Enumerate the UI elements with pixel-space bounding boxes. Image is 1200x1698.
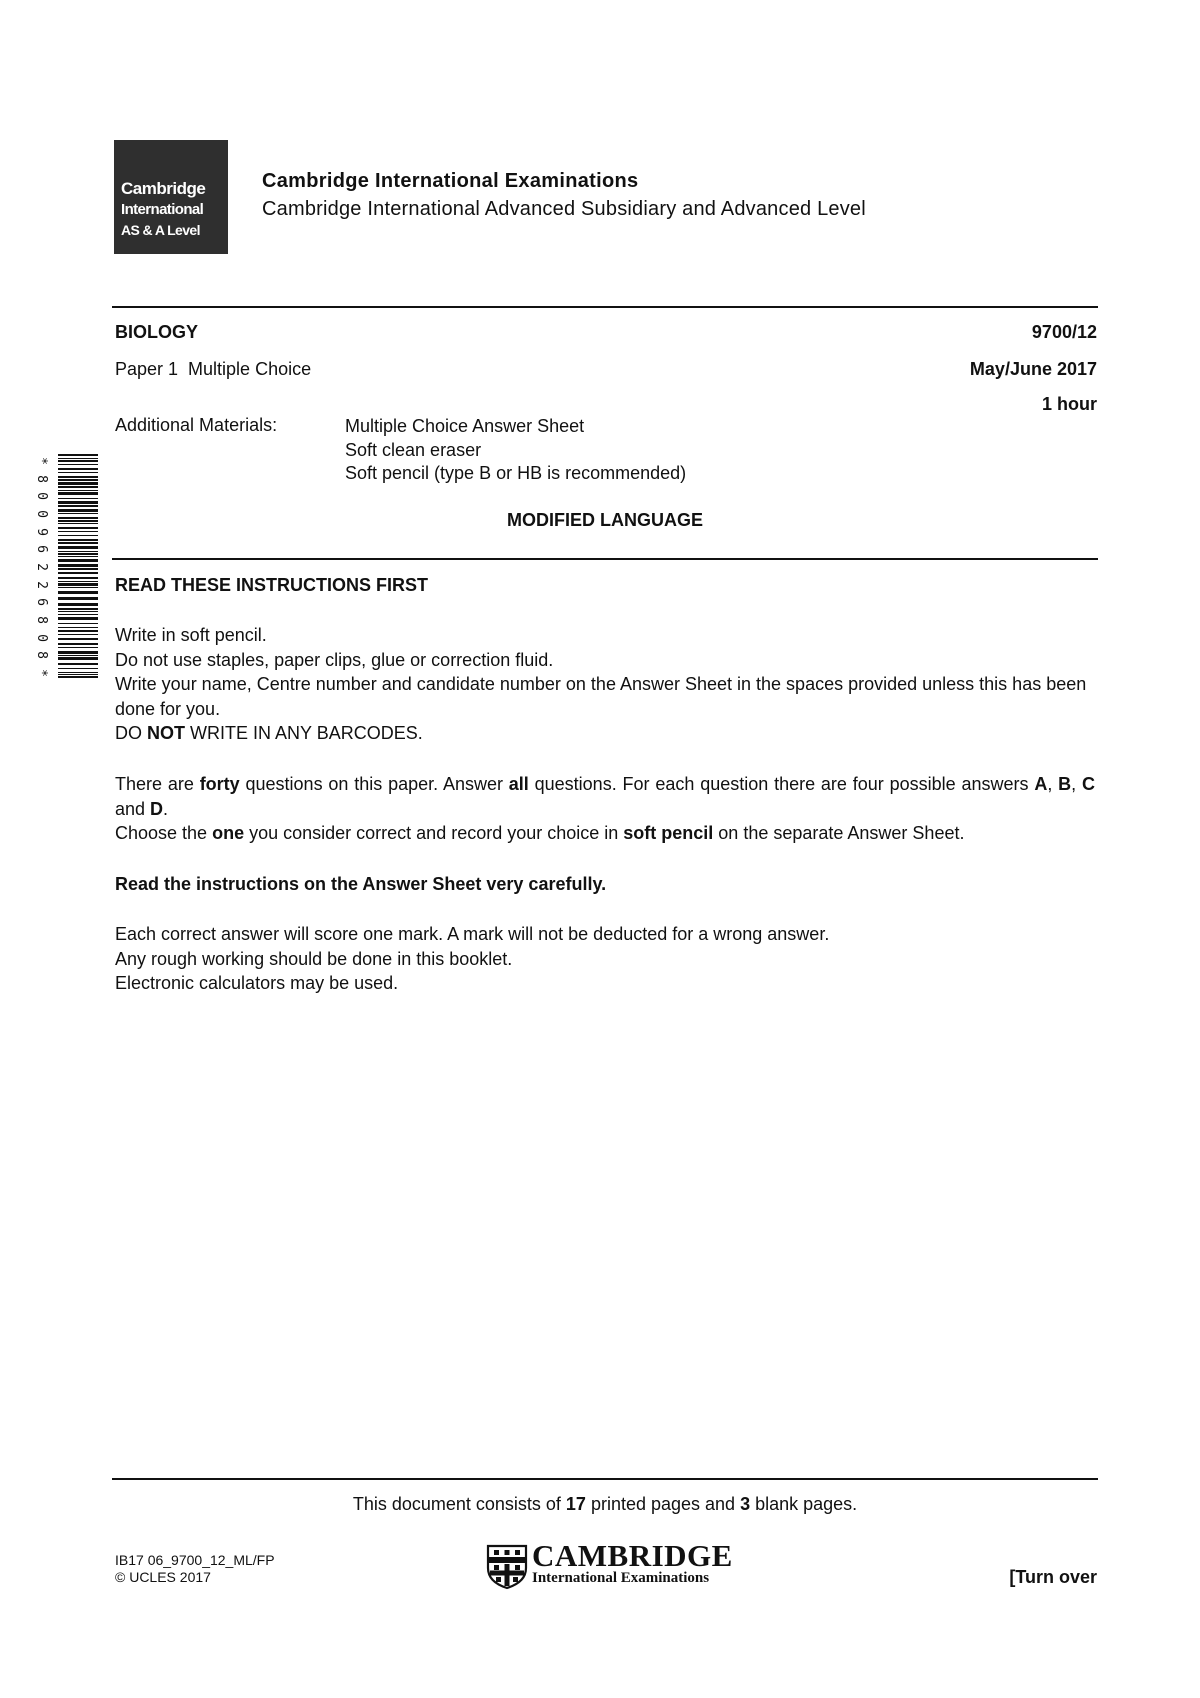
instructions-rule [112, 558, 1098, 560]
cambridge-logo [114, 140, 228, 254]
barcode-bar [58, 647, 98, 648]
top-rule [112, 306, 1098, 308]
instruction-line: There are forty questions on this paper. Answer all questions. For each question there are four possible answers A, B, C and D. [115, 774, 1095, 819]
barcode [58, 454, 98, 680]
barcode-bar [58, 479, 98, 481]
barcode-bar [58, 623, 98, 624]
barcode-bar [58, 611, 98, 612]
barcode-bar [58, 476, 98, 478]
barcode-bar [58, 527, 98, 529]
barcode-bar [58, 559, 98, 562]
modified-language: MODIFIED LANGUAGE [507, 510, 703, 530]
turn-over: [Turn over [1009, 1567, 1097, 1587]
answer-sheet-note: Read the instructions on the Answer Sheet very carefully. [115, 874, 607, 894]
instruction-line: DO NOT WRITE IN ANY BARCODES. [115, 723, 423, 743]
barcode-bar [58, 587, 98, 588]
copyright: © UCLES 2017 [115, 1569, 211, 1585]
exam-session: May/June 2017 [969, 359, 1097, 379]
barcode-bar [58, 655, 98, 656]
barcode-bar [58, 572, 98, 574]
material-item: Soft clean eraser [345, 439, 482, 460]
instruction-line: Do not use staples, paper clips, glue or correction fluid. [115, 649, 554, 670]
barcode-bar [58, 546, 98, 549]
barcode-bar [58, 482, 98, 485]
barcode-bar [58, 520, 98, 522]
barcode-bar [58, 651, 98, 654]
barcode-bar [58, 591, 98, 594]
barcode-bar [58, 657, 98, 660]
exam-duration: 1 hour [1041, 394, 1097, 414]
barcode-bar [58, 460, 98, 462]
barcode-bar [58, 614, 98, 615]
barcode-bar [58, 627, 98, 628]
materials-list [345, 415, 686, 486]
barcode-bar [58, 597, 98, 600]
barcode-bar [58, 577, 98, 579]
barcode-bar [58, 505, 98, 507]
reference-code: IB17 06_9700_12_ML/FP [115, 1552, 275, 1568]
barcode-bar [58, 668, 98, 669]
footer-rule [112, 1478, 1098, 1480]
logo-line-3: AS & A Level [121, 222, 200, 238]
qualification-name: Cambridge International Advanced Subsidiary and Advanced Level [262, 198, 866, 220]
barcode-bar [58, 464, 98, 465]
barcode-bar [58, 564, 98, 567]
cambridge-wordmark-sub: International Examinations [532, 1570, 710, 1586]
paper-code: 9700/12 [1031, 322, 1097, 342]
document-reference [115, 1552, 275, 1586]
barcode-number: * 8 0 0 9 6 2 2 6 8 0 8 * [33, 457, 49, 677]
subject: BIOLOGY [115, 322, 199, 342]
barcode-bar [58, 539, 98, 541]
barcode-bar [58, 643, 98, 645]
instruction-line: Electronic calculators may be used. [115, 973, 399, 993]
instruction-line: Any rough working should be done in this booklet. [115, 948, 513, 969]
barcode-bar [58, 553, 98, 555]
barcode-bar [58, 603, 98, 606]
barcode-bar [58, 634, 98, 635]
barcode-bar [58, 551, 98, 552]
barcode-bar [58, 501, 98, 504]
barcode-bar [58, 542, 98, 544]
barcode-bar [58, 568, 98, 570]
instruction-line: Write in soft pencil. [115, 625, 267, 645]
cambridge-wordmark: CAMBRIDGE [532, 1538, 733, 1573]
crest-icon [486, 1544, 528, 1590]
instruction-line: Write your name, Centre number and candidate number on the Answer Sheet in the spaces provided unless this has been done for you. [115, 674, 1087, 719]
page-count: This document consists of 17 printed pages and 3 blank pages. [352, 1494, 858, 1514]
barcode-bar [58, 581, 98, 582]
logo-line-1: Cambridge [121, 179, 206, 198]
barcode-bar [58, 486, 98, 488]
barcode-bar [58, 498, 98, 499]
paper-title: Paper 1 Multiple Choice [115, 359, 312, 379]
barcode-bar [58, 535, 98, 536]
barcode-bar [58, 490, 98, 491]
barcode-bar [58, 638, 98, 640]
barcode-bar [58, 523, 98, 524]
instructions-block-3 [115, 922, 1095, 996]
barcode-bar [58, 468, 98, 470]
barcode-bar [58, 608, 98, 610]
instructions-block-2 [115, 772, 1095, 846]
material-item: Multiple Choice Answer Sheet [345, 416, 585, 436]
barcode-bar [58, 509, 98, 512]
logo-line-2: International [121, 201, 204, 218]
barcode-bar [58, 458, 98, 459]
barcode-bar [58, 674, 98, 675]
instructions-block-1 [115, 623, 1095, 746]
barcode-bar [58, 617, 98, 620]
barcode-bar [58, 672, 98, 673]
barcode-bar [58, 663, 98, 665]
barcode-bar [58, 492, 98, 495]
instruction-line: Each correct answer will score one mark. A mark will not be deducted for a wrong answer. [115, 924, 830, 944]
barcode-bar [58, 630, 98, 632]
instructions-heading: READ THESE INSTRUCTIONS FIRST [115, 575, 429, 595]
material-item: Soft pencil (type B or HB is recommended) [345, 463, 687, 483]
materials-label: Additional Materials: [115, 415, 278, 435]
barcode-bar [58, 472, 98, 473]
barcode-bar [58, 454, 98, 456]
barcode-bar [58, 556, 98, 557]
barcode-bar [58, 676, 98, 678]
barcode-bar [58, 517, 98, 519]
barcode-bar [58, 531, 98, 532]
barcode-bar [58, 513, 98, 514]
barcode-bar [58, 583, 98, 586]
instruction-line: Choose the one you consider correct and record your choice in soft pencil on the separate Answer Sheet. [115, 823, 965, 843]
board-name: Cambridge International Examinations [262, 170, 639, 192]
